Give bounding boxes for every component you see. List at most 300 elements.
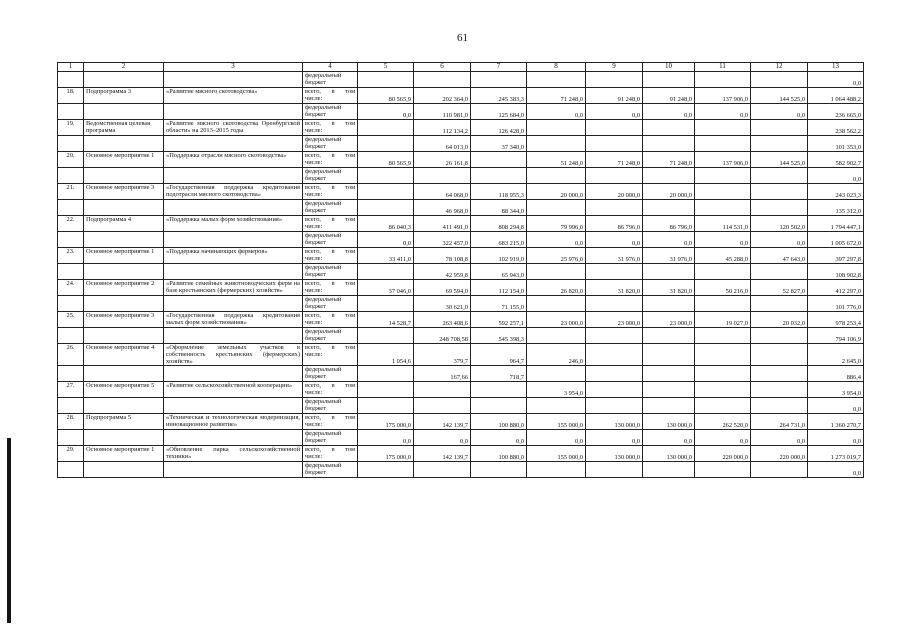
program-description (164, 200, 303, 216)
amount-cell: 155 000,0 (527, 414, 586, 430)
funding-type: федеральный бюджет (303, 136, 358, 152)
amount-cell: 137 906,0 (695, 88, 751, 104)
amount-cell: 0,0 (471, 430, 527, 446)
amount-cell: 0,0 (527, 104, 586, 120)
program-description: «Развитие мясного скотоводства Оренбургской области» на 2013–2015 годы (164, 120, 303, 136)
program-name (84, 232, 164, 248)
amount-cell: 886,4 (808, 366, 864, 382)
amount-cell (695, 398, 751, 414)
amount-cell: 202 364,0 (414, 88, 471, 104)
amount-cell: 0,0 (808, 430, 864, 446)
amount-cell: 397 297,8 (808, 248, 864, 264)
program-description (164, 430, 303, 446)
amount-cell: 91 248,0 (586, 88, 643, 104)
amount-cell (586, 328, 643, 344)
amount-cell: 3 954,0 (808, 382, 864, 398)
amount-cell: 262 520,0 (695, 414, 751, 430)
amount-cell: 263 408,6 (414, 312, 471, 328)
amount-cell: 1 064 488,2 (808, 88, 864, 104)
amount-cell: 236 665,0 (808, 104, 864, 120)
amount-cell: 220 000,0 (751, 446, 808, 462)
row-index (58, 462, 84, 478)
funding-type: федеральный бюджет (303, 462, 358, 478)
program-name (84, 296, 164, 312)
amount-cell: 718,7 (471, 366, 527, 382)
amount-cell (751, 328, 808, 344)
amount-cell (695, 296, 751, 312)
program-description (164, 462, 303, 478)
program-description (164, 264, 303, 280)
funding-type: федеральный бюджет (303, 366, 358, 382)
amount-cell (527, 120, 586, 136)
amount-cell: 1 054,6 (358, 344, 414, 366)
amount-cell: 978 253,4 (808, 312, 864, 328)
amount-cell: 683 215,0 (471, 232, 527, 248)
amount-cell (527, 366, 586, 382)
amount-cell: 30 621,0 (414, 296, 471, 312)
amount-cell (643, 344, 695, 366)
amount-cell (643, 382, 695, 398)
amount-cell (695, 168, 751, 184)
amount-cell: 248 708,58 (414, 328, 471, 344)
amount-cell: 88 344,0 (471, 200, 527, 216)
amount-cell (643, 200, 695, 216)
amount-cell: 582 902,7 (808, 152, 864, 168)
amount-cell (527, 136, 586, 152)
table-row (58, 88, 864, 104)
table-row (58, 430, 864, 446)
program-description: «Обновление парка сельскохозяйственной техники» (164, 446, 303, 462)
amount-cell: 25 976,0 (527, 248, 586, 264)
amount-cell: 80 565,9 (358, 88, 414, 104)
column-number: 9 (586, 63, 643, 72)
amount-cell (695, 382, 751, 398)
program-name (84, 462, 164, 478)
amount-cell: 0,0 (695, 232, 751, 248)
amount-cell: 1 360 270,7 (808, 414, 864, 430)
table-row (58, 152, 864, 168)
row-index: 23. (58, 248, 84, 264)
column-number: 13 (808, 63, 864, 72)
row-index (58, 104, 84, 120)
column-number: 11 (695, 63, 751, 72)
row-index (58, 136, 84, 152)
amount-cell (471, 72, 527, 88)
amount-cell (586, 72, 643, 88)
amount-cell (414, 462, 471, 478)
amount-cell: 31 976,0 (586, 248, 643, 264)
amount-cell: 37 340,0 (471, 136, 527, 152)
amount-cell: 0,0 (527, 430, 586, 446)
amount-cell (695, 72, 751, 88)
table-row (58, 398, 864, 414)
amount-cell (586, 366, 643, 382)
program-name (84, 264, 164, 280)
program-name: Подпрограмма 5 (84, 414, 164, 430)
amount-cell: 246,0 (527, 344, 586, 366)
amount-cell (586, 344, 643, 366)
column-number: 7 (471, 63, 527, 72)
amount-cell (751, 398, 808, 414)
funding-type: всего, в том числе: (303, 280, 358, 296)
amount-cell (643, 328, 695, 344)
funding-type: всего, в том числе: (303, 88, 358, 104)
amount-cell: 20 000,0 (527, 184, 586, 200)
amount-cell: 142 139,7 (414, 446, 471, 462)
table-row (58, 104, 864, 120)
amount-cell: 26 820,0 (527, 280, 586, 296)
amount-cell (643, 462, 695, 478)
amount-cell (358, 328, 414, 344)
program-description (164, 366, 303, 382)
row-index (58, 430, 84, 446)
amount-cell (751, 264, 808, 280)
amount-cell: 1 005 672,0 (808, 232, 864, 248)
table-row (58, 280, 864, 296)
amount-cell: 101 353,0 (808, 136, 864, 152)
amount-cell (471, 152, 527, 168)
amount-cell (751, 344, 808, 366)
table-row (58, 248, 864, 264)
table-row (58, 184, 864, 200)
program-description (164, 168, 303, 184)
amount-cell (527, 264, 586, 280)
amount-cell (643, 136, 695, 152)
amount-cell (586, 168, 643, 184)
program-description (164, 296, 303, 312)
amount-cell (586, 200, 643, 216)
amount-cell (751, 72, 808, 88)
page-number: 61 (457, 32, 468, 44)
amount-cell: 45 288,0 (695, 248, 751, 264)
program-name: Основное мероприятие 1 (84, 248, 164, 264)
amount-cell: 220 000,0 (695, 446, 751, 462)
amount-cell: 100 880,0 (471, 446, 527, 462)
amount-cell (358, 366, 414, 382)
table-row (58, 200, 864, 216)
column-number: 12 (751, 63, 808, 72)
amount-cell: 114 531,0 (695, 216, 751, 232)
row-index: 28. (58, 414, 84, 430)
amount-cell (751, 366, 808, 382)
column-number: 2 (84, 63, 164, 72)
program-description (164, 136, 303, 152)
amount-cell (643, 296, 695, 312)
row-index: 22. (58, 216, 84, 232)
amount-cell (751, 136, 808, 152)
column-number: 4 (303, 63, 358, 72)
amount-cell: 264 731,0 (751, 414, 808, 430)
amount-cell: 411 491,0 (414, 216, 471, 232)
amount-cell (527, 328, 586, 344)
amount-cell: 118 955,3 (471, 184, 527, 200)
program-name: Подпрограмма 3 (84, 88, 164, 104)
amount-cell (695, 120, 751, 136)
program-description: «Поддержка малых форм хозяйствования» (164, 216, 303, 232)
amount-cell: 135 312,0 (808, 200, 864, 216)
amount-cell (527, 72, 586, 88)
amount-cell: 0,0 (358, 232, 414, 248)
amount-cell (751, 168, 808, 184)
amount-cell: 0,0 (695, 430, 751, 446)
funding-type: всего, в том числе: (303, 248, 358, 264)
amount-cell (695, 366, 751, 382)
amount-cell (586, 136, 643, 152)
row-index (58, 398, 84, 414)
amount-cell: 102 919,0 (471, 248, 527, 264)
amount-cell: 91 248,0 (643, 88, 695, 104)
row-index (58, 296, 84, 312)
row-index: 26. (58, 344, 84, 366)
program-name (84, 398, 164, 414)
amount-cell: 71 248,0 (586, 152, 643, 168)
program-description (164, 398, 303, 414)
amount-cell (358, 264, 414, 280)
program-name (84, 104, 164, 120)
amount-cell: 243 023,3 (808, 184, 864, 200)
table-row (58, 366, 864, 382)
amount-cell (471, 462, 527, 478)
amount-cell: 238 562,2 (808, 120, 864, 136)
row-index: 24. (58, 280, 84, 296)
amount-cell: 42 959,8 (414, 264, 471, 280)
amount-cell (471, 398, 527, 414)
amount-cell (358, 200, 414, 216)
amount-cell: 112 134,2 (414, 120, 471, 136)
program-description: «Техническая и технологическая модернизация, инновационное развитие» (164, 414, 303, 430)
column-number: 5 (358, 63, 414, 72)
program-name (84, 430, 164, 446)
funding-type: федеральный бюджет (303, 232, 358, 248)
column-number: 10 (643, 63, 695, 72)
column-number: 6 (414, 63, 471, 72)
amount-cell: 0,0 (358, 104, 414, 120)
program-description: «Развитие сельскохозяйственной кооперации» (164, 382, 303, 398)
program-description: «Развитие мясного скотоводства» (164, 88, 303, 104)
amount-cell (358, 136, 414, 152)
row-index (58, 168, 84, 184)
amount-cell: 322 457,0 (414, 232, 471, 248)
row-index: 19. (58, 120, 84, 136)
program-description (164, 232, 303, 248)
program-description: «Поддержка отрасли мясного скотоводства» (164, 152, 303, 168)
amount-cell: 0,0 (527, 232, 586, 248)
amount-cell (358, 398, 414, 414)
row-index (58, 232, 84, 248)
funding-type: всего, в том числе: (303, 312, 358, 328)
row-index: 29. (58, 446, 84, 462)
amount-cell: 0,0 (643, 430, 695, 446)
program-name (84, 136, 164, 152)
column-number: 3 (164, 63, 303, 72)
amount-cell: 19 027,0 (695, 312, 751, 328)
amount-cell: 0,0 (751, 430, 808, 446)
table-row (58, 446, 864, 462)
amount-cell: 0,0 (586, 232, 643, 248)
amount-cell: 0,0 (643, 104, 695, 120)
amount-cell: 86 796,0 (586, 216, 643, 232)
amount-cell: 0,0 (586, 104, 643, 120)
amount-cell: 545 398,3 (471, 328, 527, 344)
row-index (58, 366, 84, 382)
amount-cell (358, 168, 414, 184)
amount-cell: 0,0 (808, 168, 864, 184)
amount-cell: 79 996,0 (527, 216, 586, 232)
table-row (58, 232, 864, 248)
amount-cell (586, 296, 643, 312)
row-index (58, 200, 84, 216)
amount-cell (643, 366, 695, 382)
funding-type: всего, в том числе: (303, 414, 358, 430)
amount-cell (643, 72, 695, 88)
amount-cell: 964,7 (471, 344, 527, 366)
amount-cell (751, 462, 808, 478)
funding-type: федеральный бюджет (303, 168, 358, 184)
amount-cell: 46 968,0 (414, 200, 471, 216)
table-row (58, 312, 864, 328)
funding-type: федеральный бюджет (303, 398, 358, 414)
program-name (84, 328, 164, 344)
amount-cell: 144 525,0 (751, 88, 808, 104)
amount-cell: 120 502,0 (751, 216, 808, 232)
amount-cell (414, 72, 471, 88)
amount-cell: 0,0 (358, 430, 414, 446)
amount-cell: 69 594,0 (414, 280, 471, 296)
funding-type: федеральный бюджет (303, 200, 358, 216)
amount-cell: 71 155,0 (471, 296, 527, 312)
table-row (58, 168, 864, 184)
row-index: 27. (58, 382, 84, 398)
amount-cell: 125 684,0 (471, 104, 527, 120)
amount-cell (527, 168, 586, 184)
funding-type: федеральный бюджет (303, 72, 358, 88)
amount-cell: 130 000,0 (643, 414, 695, 430)
amount-cell: 130 000,0 (643, 446, 695, 462)
amount-cell: 31 820,0 (643, 280, 695, 296)
amount-cell: 86 796,0 (643, 216, 695, 232)
amount-cell: 101 776,0 (808, 296, 864, 312)
amount-cell: 108 902,8 (808, 264, 864, 280)
amount-cell (586, 264, 643, 280)
amount-cell: 52 827,0 (751, 280, 808, 296)
table-row (58, 296, 864, 312)
amount-cell: 64 013,0 (414, 136, 471, 152)
budget-table-body (58, 63, 864, 478)
amount-cell: 31 820,0 (586, 280, 643, 296)
amount-cell (643, 120, 695, 136)
amount-cell (358, 72, 414, 88)
funding-type: всего, в том числе: (303, 344, 358, 366)
amount-cell: 155 000,0 (527, 446, 586, 462)
row-index: 25. (58, 312, 84, 328)
amount-cell: 86 040,3 (358, 216, 414, 232)
funding-type: федеральный бюджет (303, 430, 358, 446)
amount-cell: 20 000,0 (643, 184, 695, 200)
amount-cell: 64 068,0 (414, 184, 471, 200)
amount-cell: 137 906,0 (695, 152, 751, 168)
amount-cell (751, 120, 808, 136)
amount-cell (358, 382, 414, 398)
amount-cell (586, 120, 643, 136)
amount-cell: 0,0 (808, 462, 864, 478)
amount-cell: 100 880,0 (471, 414, 527, 430)
amount-cell: 20 000,0 (586, 184, 643, 200)
program-description (164, 72, 303, 88)
amount-cell: 0,0 (643, 232, 695, 248)
amount-cell (751, 200, 808, 216)
amount-cell: 23 000,0 (527, 312, 586, 328)
amount-cell: 20 032,0 (751, 312, 808, 328)
amount-cell: 794 106,9 (808, 328, 864, 344)
program-name: Подпрограмма 4 (84, 216, 164, 232)
amount-cell: 592 257,1 (471, 312, 527, 328)
program-name: Ведомственная целевая программа (84, 120, 164, 136)
amount-cell: 142 139,7 (414, 414, 471, 430)
amount-cell: 51 248,0 (527, 152, 586, 168)
amount-cell (358, 296, 414, 312)
amount-cell: 167,66 (414, 366, 471, 382)
amount-cell (751, 296, 808, 312)
amount-cell: 23 000,0 (586, 312, 643, 328)
amount-cell: 144 525,0 (751, 152, 808, 168)
program-name: Основное мероприятие 5 (84, 382, 164, 398)
amount-cell: 130 000,0 (586, 446, 643, 462)
amount-cell (527, 296, 586, 312)
amount-cell: 0,0 (751, 104, 808, 120)
amount-cell: 412 297,0 (808, 280, 864, 296)
amount-cell: 0,0 (808, 398, 864, 414)
amount-cell (358, 462, 414, 478)
amount-cell (586, 398, 643, 414)
amount-cell (358, 184, 414, 200)
program-name (84, 72, 164, 88)
program-description: «Поддержка начинающих фермеров» (164, 248, 303, 264)
funding-type: всего, в том числе: (303, 216, 358, 232)
program-description: «Государственная поддержка кредитования подотрасли мясного скотоводства» (164, 184, 303, 200)
amount-cell (527, 398, 586, 414)
funding-type: всего, в том числе: (303, 446, 358, 462)
amount-cell: 0,0 (751, 232, 808, 248)
funding-type: всего, в том числе: (303, 382, 358, 398)
funding-type: всего, в том числе: (303, 184, 358, 200)
table-row (58, 120, 864, 136)
column-number-row (58, 63, 864, 72)
amount-cell: 130 000,0 (586, 414, 643, 430)
column-number: 1 (58, 63, 84, 72)
program-description: «Развитие семейных животноводческих ферм на базе крестьянских (фермерских) хозяйств» (164, 280, 303, 296)
amount-cell: 3 954,0 (527, 382, 586, 398)
amount-cell: 0,0 (695, 104, 751, 120)
amount-cell: 1 794 447,1 (808, 216, 864, 232)
amount-cell (695, 462, 751, 478)
amount-cell: 65 943,0 (471, 264, 527, 280)
amount-cell (586, 462, 643, 478)
amount-cell: 71 248,0 (527, 88, 586, 104)
program-description (164, 104, 303, 120)
table-row (58, 72, 864, 88)
amount-cell: 78 108,8 (414, 248, 471, 264)
row-index (58, 264, 84, 280)
amount-cell (695, 136, 751, 152)
amount-cell: 379,7 (414, 344, 471, 366)
amount-cell: 71 248,0 (643, 152, 695, 168)
column-number: 8 (527, 63, 586, 72)
program-name (84, 200, 164, 216)
amount-cell (471, 168, 527, 184)
amount-cell: 33 411,0 (358, 248, 414, 264)
funding-type: всего, в том числе: (303, 120, 358, 136)
table-row (58, 382, 864, 398)
